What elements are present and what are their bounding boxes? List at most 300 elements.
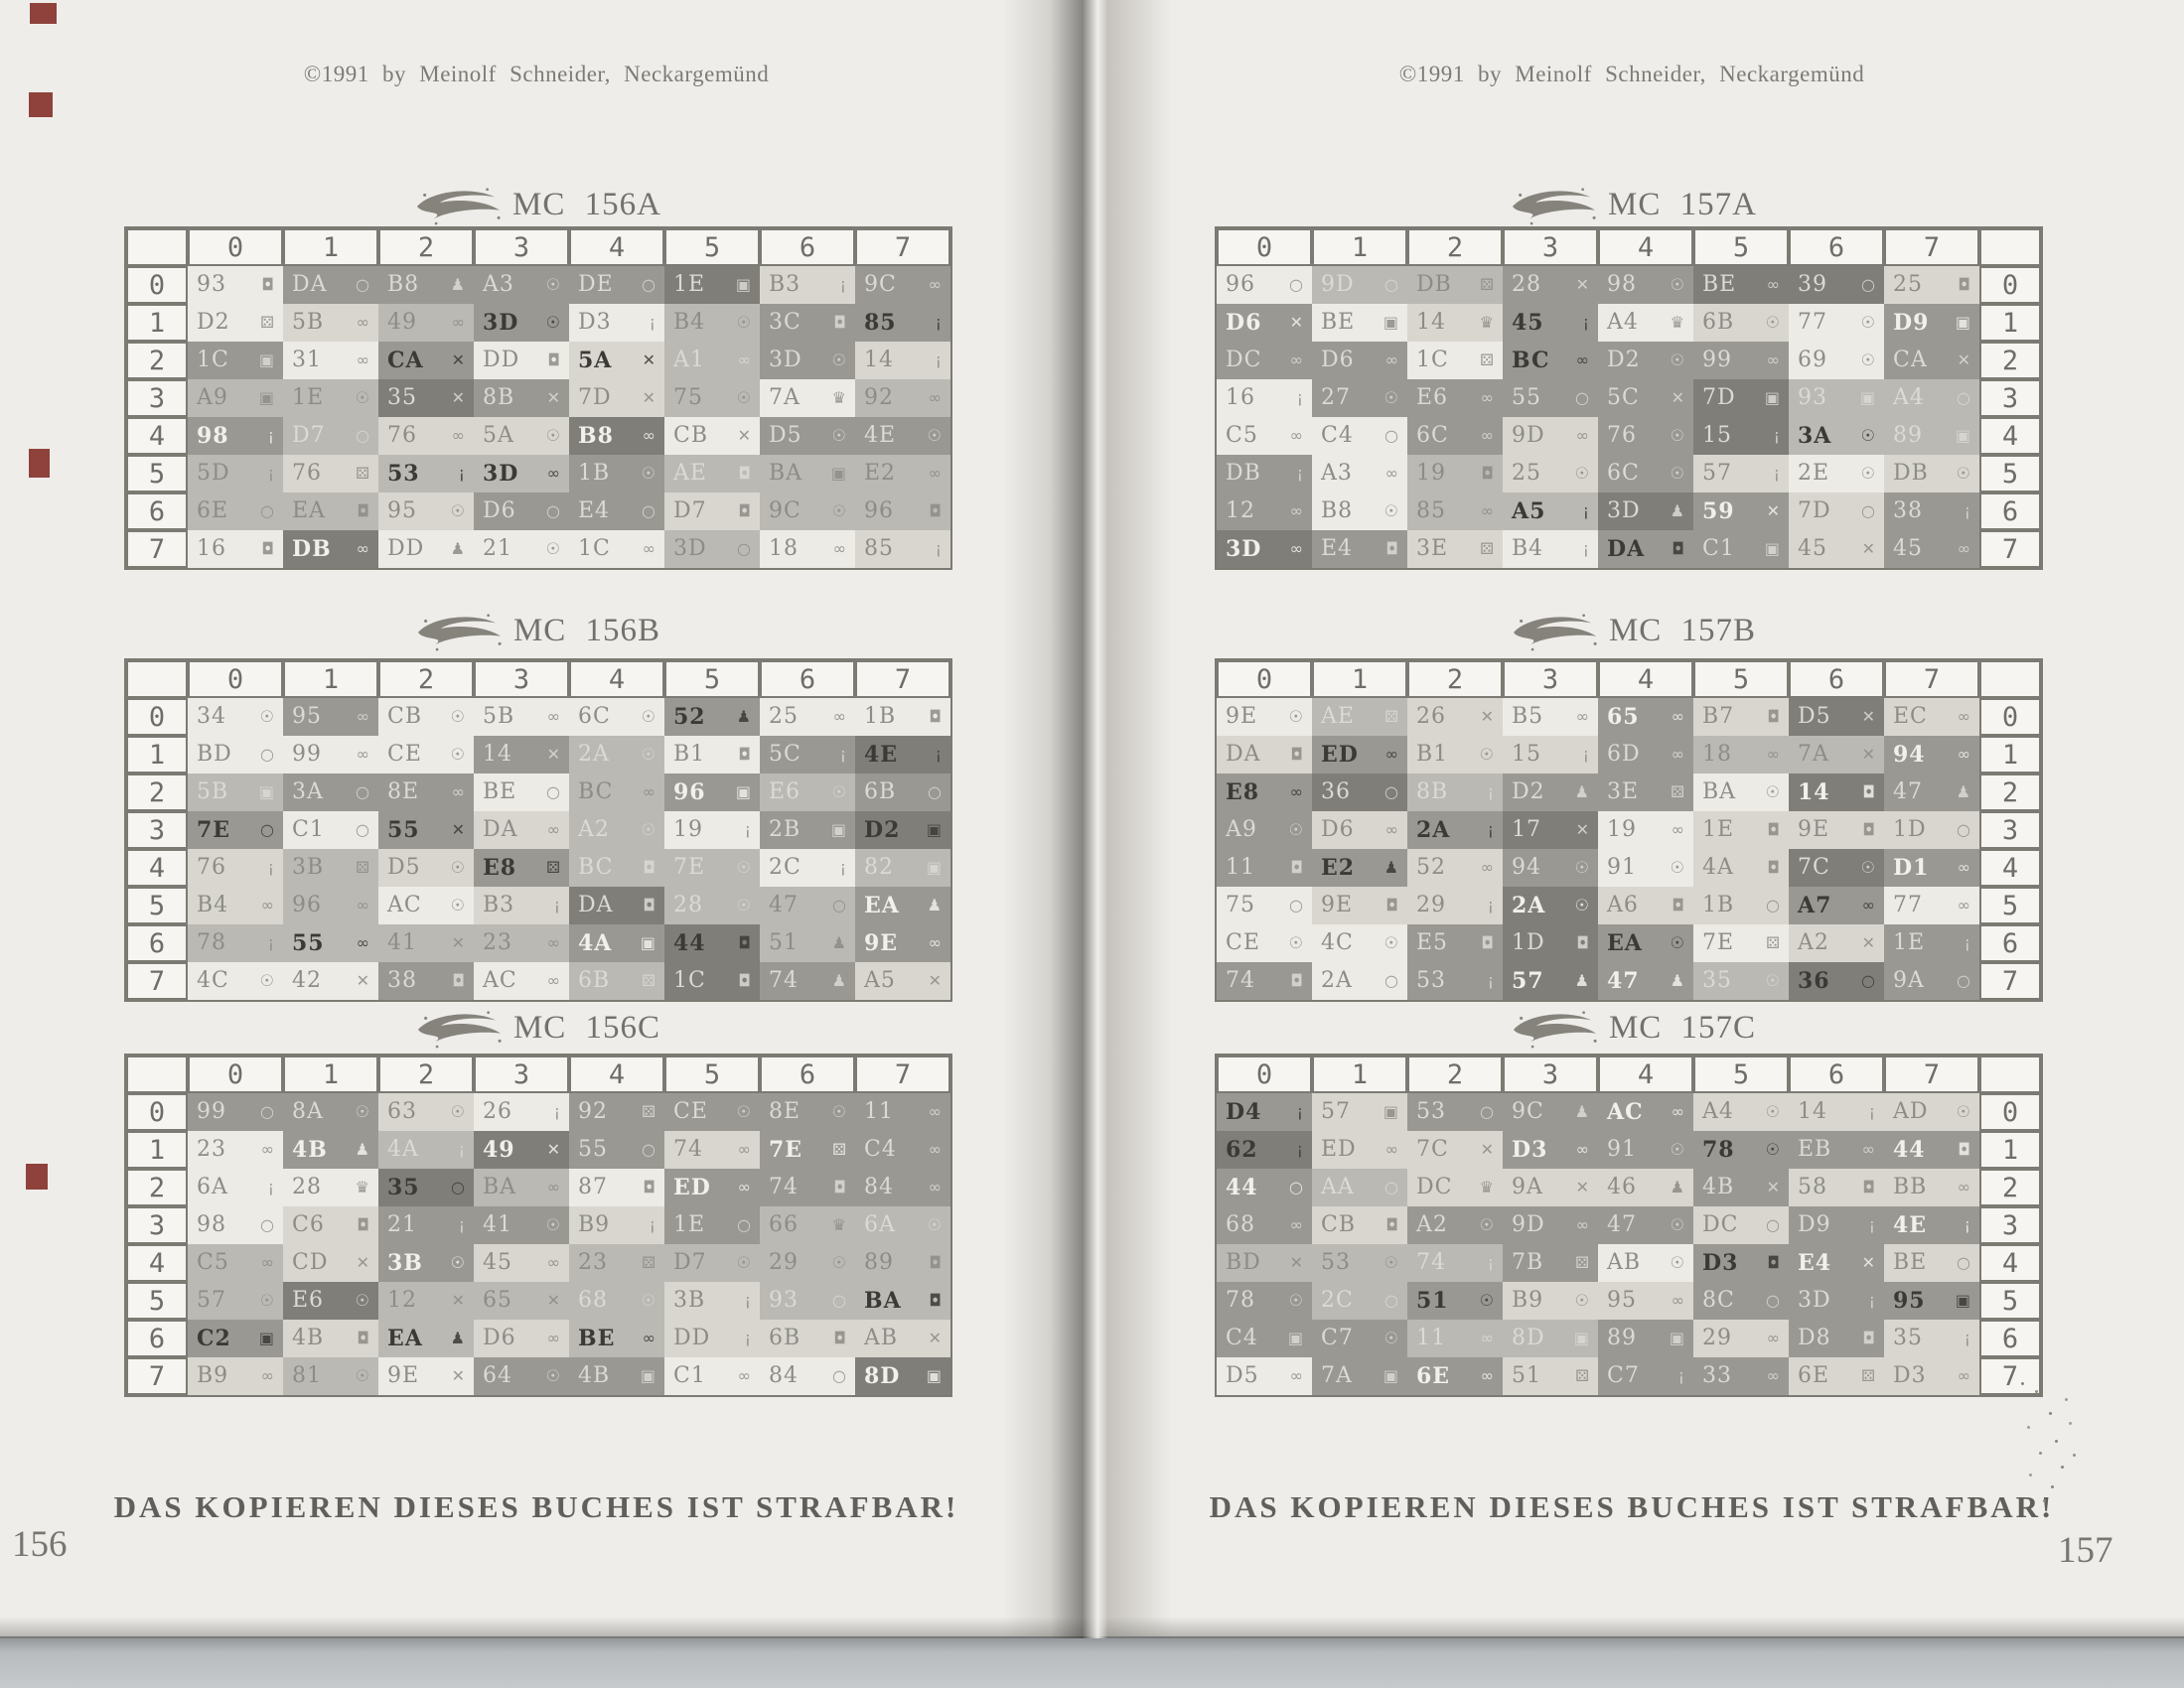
col-header: 4 (1598, 228, 1693, 266)
rings-icon: ∞ (356, 313, 369, 332)
balloon-icon: ☉ (545, 426, 560, 445)
code-cell: DD ¡ (664, 1320, 760, 1357)
lock-icon: ◘ (738, 464, 751, 483)
code-cell: EB ∞ (1789, 1131, 1884, 1169)
rings-icon: ∞ (1480, 426, 1494, 445)
goblet-icon: ¡ (267, 426, 274, 445)
code-cell: 7C ✕ (1407, 1131, 1503, 1169)
code-cell: D2 ♟ (1503, 774, 1598, 811)
rings-icon: ∞ (928, 1178, 942, 1196)
row-header: 1 (1979, 1131, 2041, 1169)
balloon-icon: ☉ (355, 1102, 369, 1121)
code-cell: 53 ○ (1407, 1093, 1503, 1131)
goblet-icon: ¡ (744, 1329, 751, 1347)
col-header: 7 (855, 1055, 950, 1093)
balloon-icon: ☉ (1670, 464, 1684, 483)
code-cell: 91 ☉ (1598, 849, 1693, 887)
code-cell: CB ☉ (378, 698, 474, 736)
code-table-mc-156a (124, 226, 952, 570)
code-cell: 1C ∞ (569, 530, 664, 568)
code-cell: 28 ✕ (1503, 266, 1598, 304)
ring-icon: ○ (642, 1140, 655, 1159)
code-cell: 1B ◘ (855, 698, 950, 736)
code-cell: 4B ✕ (1693, 1169, 1789, 1206)
code-cell: 5B ∞ (474, 698, 569, 736)
code-cell: 25 ◘ (1884, 266, 1979, 304)
lock-icon: ◘ (643, 1178, 655, 1196)
code-cell: 35 ☉ (1693, 962, 1789, 1000)
rings-icon: ∞ (1575, 426, 1589, 445)
col-header: 5 (1693, 1055, 1789, 1093)
book-page-right (1112, 0, 2151, 1638)
rings-icon: ∞ (1766, 351, 1780, 369)
goblet-icon: ¡ (1868, 1215, 1875, 1234)
book-edge-mark (30, 3, 57, 24)
code-cell: 4C ☉ (1312, 924, 1407, 962)
goblet-icon: ¡ (935, 539, 942, 558)
code-cell: 7D ▣ (1693, 379, 1789, 417)
code-cell: D9 ▣ (1884, 304, 1979, 342)
code-cell: 28 ♛ (283, 1169, 378, 1206)
code-cell: 9E ☉ (1217, 698, 1312, 736)
balloon-icon: ☉ (1670, 933, 1684, 952)
book-edge-mark (26, 1164, 48, 1190)
lock-icon: ◘ (1862, 820, 1875, 839)
code-cell: 53 ☉ (1312, 1244, 1407, 1282)
row-header: 2 (126, 774, 188, 811)
rings-icon: ∞ (451, 426, 465, 445)
code-cell: DB ∞ (283, 530, 378, 568)
code-cell: BE ○ (1884, 1244, 1979, 1282)
die-icon: ⚄ (1384, 707, 1398, 726)
code-cell: 18 ∞ (760, 530, 855, 568)
col-header: 3 (474, 228, 569, 266)
x-icon: ✕ (1766, 1178, 1780, 1196)
balloon-icon: ☉ (355, 1366, 369, 1385)
row-header: 0 (1979, 1093, 2041, 1131)
x-icon: ✕ (1861, 933, 1875, 952)
crown-icon: ♛ (1670, 313, 1684, 332)
row-header: 1 (126, 736, 188, 774)
code-cell: 31 ∞ (283, 342, 378, 379)
code-cell: E4 ✕ (1789, 1244, 1884, 1282)
code-cell: 29 ☉ (760, 1244, 855, 1282)
balloon-icon: ☉ (641, 745, 655, 764)
col-header: 0 (188, 1055, 283, 1093)
ring-icon: ○ (1957, 971, 1970, 990)
goblet-icon: ¡ (267, 1178, 274, 1196)
code-cell: 84 ○ (760, 1357, 855, 1395)
code-cell: 39 ○ (1789, 266, 1884, 304)
code-cell: 4E ¡ (855, 736, 950, 774)
code-cell: 98 ¡ (188, 417, 283, 455)
code-cell: DD ◘ (474, 342, 569, 379)
ring-icon: ○ (260, 501, 274, 520)
code-cell: 36 ○ (1312, 774, 1407, 811)
balloon-icon: ☉ (545, 275, 560, 294)
table-title-text: MC 156A (512, 186, 661, 222)
code-cell: 52 ♟ (664, 698, 760, 736)
code-cell: BE ○ (474, 774, 569, 811)
code-cell: 4A ▣ (569, 924, 664, 962)
rings-icon: ∞ (1766, 1366, 1780, 1385)
code-cell: 6B ☉ (1693, 304, 1789, 342)
code-cell: D6 ∞ (474, 1320, 569, 1357)
code-cell: 33 ∞ (1693, 1357, 1789, 1395)
case-icon: ▣ (926, 858, 942, 877)
code-cell: D4 ¡ (1217, 1093, 1312, 1131)
ring-icon: ○ (737, 539, 751, 558)
galaxy-logo-icon (1507, 184, 1602, 225)
table-title (1112, 182, 2151, 227)
x-icon: ✕ (928, 971, 942, 990)
code-cell: EC ∞ (1884, 698, 1979, 736)
goblet-icon: ¡ (1296, 388, 1303, 407)
ring-icon: ○ (1766, 1215, 1780, 1234)
rings-icon: ∞ (1861, 1140, 1875, 1159)
code-cell: 1C ▣ (188, 342, 283, 379)
rings-icon: ∞ (1957, 707, 1970, 726)
goblet-icon: ¡ (1868, 1291, 1875, 1310)
code-cell: 8A ☉ (283, 1093, 378, 1131)
rings-icon: ∞ (1480, 1329, 1494, 1347)
rings-icon: ∞ (1671, 1102, 1684, 1121)
pawn-icon: ♟ (1670, 1178, 1684, 1196)
case-icon: ▣ (926, 820, 942, 839)
crown-icon: ♛ (355, 1178, 369, 1196)
ring-icon: ○ (546, 501, 560, 520)
code-cell: DA ◘ (1598, 530, 1693, 568)
code-cell: D3 ◘ (1693, 1244, 1789, 1282)
rings-icon: ∞ (260, 1366, 274, 1385)
code-cell: CA ✕ (378, 342, 474, 379)
balloon-icon: ☉ (450, 896, 465, 914)
code-table-mc-157a (1215, 226, 2043, 570)
x-icon: ✕ (1861, 539, 1875, 558)
x-icon: ✕ (1480, 707, 1494, 726)
balloon-icon: ☉ (450, 1253, 465, 1272)
rings-icon: ∞ (737, 1140, 751, 1159)
code-cell: EA ♟ (378, 1320, 474, 1357)
balloon-icon: ☉ (736, 896, 751, 914)
balloon-icon: ☉ (831, 1102, 846, 1121)
code-cell: 6C ∞ (1407, 417, 1503, 455)
code-cell: 58 ◘ (1789, 1169, 1884, 1206)
code-cell: 81 ☉ (283, 1357, 378, 1395)
lock-icon: ◘ (1290, 971, 1303, 990)
code-cell: 3B ¡ (664, 1282, 760, 1320)
book-gutter-shadow (1003, 0, 1172, 1638)
book-edge-mark (29, 449, 50, 478)
goblet-icon: ¡ (553, 1102, 560, 1121)
code-cell: B9 ∞ (188, 1357, 283, 1395)
rings-icon: ∞ (1671, 745, 1684, 764)
row-header: 3 (126, 811, 188, 849)
code-cell: 8D ▣ (855, 1357, 950, 1395)
code-cell: 6B ⚄ (569, 962, 664, 1000)
code-cell: B9 ¡ (569, 1206, 664, 1244)
code-cell: 7C ☉ (1789, 849, 1884, 887)
code-cell: D1 ∞ (1884, 849, 1979, 887)
x-icon: ✕ (1575, 275, 1589, 294)
row-header: 2 (126, 1169, 188, 1206)
rings-icon: ∞ (356, 933, 369, 952)
code-cell: B9 ☉ (1503, 1282, 1598, 1320)
lock-icon: ◘ (357, 1215, 369, 1234)
code-cell: 4A ¡ (378, 1131, 474, 1169)
code-cell: 57 ♟ (1503, 962, 1598, 1000)
goblet-icon: ¡ (1296, 1102, 1303, 1121)
code-cell: 47 ☉ (1598, 1206, 1693, 1244)
code-cell: 38 ¡ (1884, 492, 1979, 530)
lock-icon: ◘ (1385, 896, 1398, 914)
code-cell: A2 ☉ (569, 811, 664, 849)
code-cell: 3D ☉ (474, 304, 569, 342)
corner-cell (126, 228, 188, 266)
goblet-icon: ¡ (649, 1215, 655, 1234)
die-icon: ⚄ (1766, 933, 1780, 952)
case-icon: ▣ (1955, 1291, 1970, 1310)
balloon-icon: ☉ (1956, 464, 1970, 483)
code-cell: 7D ✕ (569, 379, 664, 417)
rings-icon: ∞ (356, 707, 369, 726)
code-cell: 78 ☉ (1217, 1282, 1312, 1320)
code-cell: 27 ☉ (1312, 379, 1407, 417)
code-cell: 3A ☉ (1789, 417, 1884, 455)
goblet-icon: ¡ (649, 313, 655, 332)
goblet-icon: ¡ (1487, 820, 1494, 839)
pawn-icon: ♟ (831, 971, 846, 990)
crown-icon: ♛ (831, 388, 846, 407)
ring-icon: ○ (1861, 971, 1875, 990)
goblet-icon: ¡ (839, 858, 846, 877)
goblet-icon: ¡ (553, 896, 560, 914)
code-cell: 35 ○ (378, 1169, 474, 1206)
table-title-text: MC 157C (1608, 1009, 1757, 1046)
row-header: 2 (1979, 774, 2041, 811)
die-icon: ⚄ (1671, 782, 1684, 801)
ring-icon: ○ (1480, 1102, 1494, 1121)
lock-icon: ◘ (738, 501, 751, 520)
col-header: 0 (188, 228, 283, 266)
code-cell: 2B ▣ (760, 811, 855, 849)
code-cell: D2 ⚄ (188, 304, 283, 342)
code-cell: D3 ¡ (569, 304, 664, 342)
code-cell: 14 ¡ (855, 342, 950, 379)
col-header: 6 (760, 660, 855, 698)
balloon-icon: ☉ (736, 313, 751, 332)
case-icon: ▣ (1669, 1329, 1684, 1347)
rings-icon: ∞ (546, 1253, 560, 1272)
case-icon: ▣ (1383, 1366, 1398, 1385)
balloon-icon: ☉ (831, 351, 846, 369)
balloon-icon: ☉ (1383, 933, 1398, 952)
code-cell: C1 ∞ (664, 1357, 760, 1395)
balloon-icon: ☉ (355, 1291, 369, 1310)
code-cell: 1C ⚄ (1407, 342, 1503, 379)
lock-icon: ◘ (452, 971, 465, 990)
code-cell: CE ☉ (378, 736, 474, 774)
code-cell: 85 ¡ (855, 304, 950, 342)
pawn-icon: ♟ (450, 1329, 465, 1347)
code-cell: B4 ☉ (664, 304, 760, 342)
code-cell: AA ○ (1312, 1169, 1407, 1206)
code-cell: AB ☉ (1598, 1244, 1693, 1282)
case-icon: ▣ (1955, 313, 1970, 332)
code-cell: 6B ○ (855, 774, 950, 811)
row-header: 1 (126, 1131, 188, 1169)
lock-icon: ◘ (1385, 1215, 1398, 1234)
code-cell: 3D ☉ (760, 342, 855, 379)
rings-icon: ∞ (1289, 539, 1303, 558)
code-cell: 25 ∞ (760, 698, 855, 736)
goblet-icon: ¡ (1677, 1366, 1684, 1385)
rings-icon: ∞ (928, 933, 942, 952)
code-cell: 91 ☉ (1598, 1131, 1693, 1169)
lock-icon: ◘ (833, 1329, 846, 1347)
dust-speckles (2021, 1382, 2024, 1385)
rings-icon: ∞ (260, 1140, 274, 1159)
table-title-text: MC 156C (512, 1009, 661, 1046)
ring-icon: ○ (546, 782, 560, 801)
balloon-icon: ☉ (831, 501, 846, 520)
code-cell: 7E ☉ (664, 849, 760, 887)
col-header: 5 (1693, 660, 1789, 698)
rings-icon: ∞ (1289, 351, 1303, 369)
row-header: 2 (126, 342, 188, 379)
code-cell: 99 ∞ (283, 736, 378, 774)
rings-icon: ∞ (1766, 275, 1780, 294)
ring-icon: ○ (260, 820, 274, 839)
code-cell: 45 ✕ (1789, 530, 1884, 568)
code-cell: 69 ☉ (1789, 342, 1884, 379)
col-header: 3 (1503, 660, 1598, 698)
rings-icon: ∞ (451, 782, 465, 801)
die-icon: ⚄ (1575, 1253, 1589, 1272)
code-cell: 57 ☉ (188, 1282, 283, 1320)
rings-icon: ∞ (1766, 745, 1780, 764)
code-cell: 4E ¡ (1884, 1206, 1979, 1244)
rings-icon: ∞ (1671, 707, 1684, 726)
code-cell: DB ☉ (1884, 455, 1979, 492)
balloon-icon: ☉ (1383, 501, 1398, 520)
ring-icon: ○ (260, 745, 274, 764)
code-cell: 6B ◘ (760, 1320, 855, 1357)
balloon-icon: ☉ (1765, 1140, 1780, 1159)
code-cell: D2 ☉ (1598, 342, 1693, 379)
code-cell: AC ∞ (474, 962, 569, 1000)
code-cell: 8C ○ (1693, 1282, 1789, 1320)
code-cell: 23 ∞ (474, 924, 569, 962)
row-header: 7 (126, 962, 188, 1000)
code-cell: CB ✕ (664, 417, 760, 455)
code-cell: BA ◘ (855, 1282, 950, 1320)
code-cell: BA ▣ (760, 455, 855, 492)
code-cell: A2 ☉ (1407, 1206, 1503, 1244)
case-icon: ▣ (258, 1329, 274, 1347)
goblet-icon: ¡ (1487, 896, 1494, 914)
row-header: 4 (126, 417, 188, 455)
code-cell: AD ☉ (1884, 1093, 1979, 1131)
ring-icon: ○ (1384, 782, 1398, 801)
code-cell: BA ☉ (1693, 774, 1789, 811)
balloon-icon: ☉ (1670, 1253, 1684, 1272)
code-cell: 1D ◘ (1503, 924, 1598, 962)
code-cell: DA ○ (283, 266, 378, 304)
balloon-icon: ☉ (1765, 971, 1780, 990)
code-cell: 5B ∞ (283, 304, 378, 342)
code-cell: 7B ⚄ (1503, 1244, 1598, 1282)
code-cell: 92 ⚄ (569, 1093, 664, 1131)
code-cell: 76 ⚄ (283, 455, 378, 492)
code-cell: E6 ∞ (1407, 379, 1503, 417)
goblet-icon: ¡ (1964, 933, 1970, 952)
rings-icon: ∞ (546, 464, 560, 483)
rings-icon: ∞ (451, 313, 465, 332)
ring-icon: ○ (1861, 275, 1875, 294)
code-cell: B4 ∞ (188, 887, 283, 924)
row-header: 5 (1979, 455, 2041, 492)
code-cell: 44 ◘ (1884, 1131, 1979, 1169)
col-header: 0 (1217, 228, 1312, 266)
code-cell: 1E ◘ (1693, 811, 1789, 849)
lock-icon: ◘ (738, 933, 751, 952)
code-cell: 36 ○ (1789, 962, 1884, 1000)
pawn-icon: ♟ (736, 707, 751, 726)
rings-icon: ∞ (1575, 1140, 1589, 1159)
balloon-icon: ☉ (641, 1291, 655, 1310)
rings-icon: ∞ (1384, 820, 1398, 839)
ring-icon: ○ (356, 820, 369, 839)
ring-icon: ○ (1766, 1291, 1780, 1310)
x-icon: ✕ (451, 820, 465, 839)
balloon-icon: ☉ (1479, 1291, 1494, 1310)
col-header: 6 (760, 1055, 855, 1093)
code-cell: 46 ♟ (1598, 1169, 1693, 1206)
ring-icon: ○ (1957, 820, 1970, 839)
code-cell: 55 ○ (1503, 379, 1598, 417)
rings-icon: ∞ (546, 1329, 560, 1347)
code-cell: BC ◘ (569, 849, 664, 887)
lock-icon: ◘ (833, 313, 846, 332)
ring-icon: ○ (1384, 1178, 1398, 1196)
copyright-line: ©1991 by Meinolf Schneider, Neckargemünd (1398, 62, 1865, 86)
col-header: 5 (1693, 228, 1789, 266)
ring-icon: ○ (642, 501, 655, 520)
code-cell: DD ♟ (378, 530, 474, 568)
die-icon: ⚄ (356, 464, 369, 483)
code-cell: BA ∞ (474, 1169, 569, 1206)
rings-icon: ∞ (642, 1329, 655, 1347)
rings-icon: ∞ (356, 539, 369, 558)
lock-icon: ◘ (1481, 933, 1494, 952)
code-cell: BE ∞ (569, 1320, 664, 1357)
row-header: 3 (1979, 1206, 2041, 1244)
code-cell: DC ♛ (1407, 1169, 1503, 1206)
row-header: 0 (126, 698, 188, 736)
col-header: 4 (1598, 660, 1693, 698)
code-cell: C1 ○ (283, 811, 378, 849)
row-header: 5 (126, 455, 188, 492)
code-cell: 6A ¡ (188, 1169, 283, 1206)
balloon-icon: ☉ (736, 388, 751, 407)
pawn-icon: ♟ (1574, 971, 1589, 990)
rings-icon: ∞ (1289, 501, 1303, 520)
lock-icon: ◘ (357, 1329, 369, 1347)
balloon-icon: ☉ (1860, 464, 1875, 483)
rings-icon: ∞ (1766, 1329, 1780, 1347)
balloon-icon: ☉ (1288, 707, 1303, 726)
